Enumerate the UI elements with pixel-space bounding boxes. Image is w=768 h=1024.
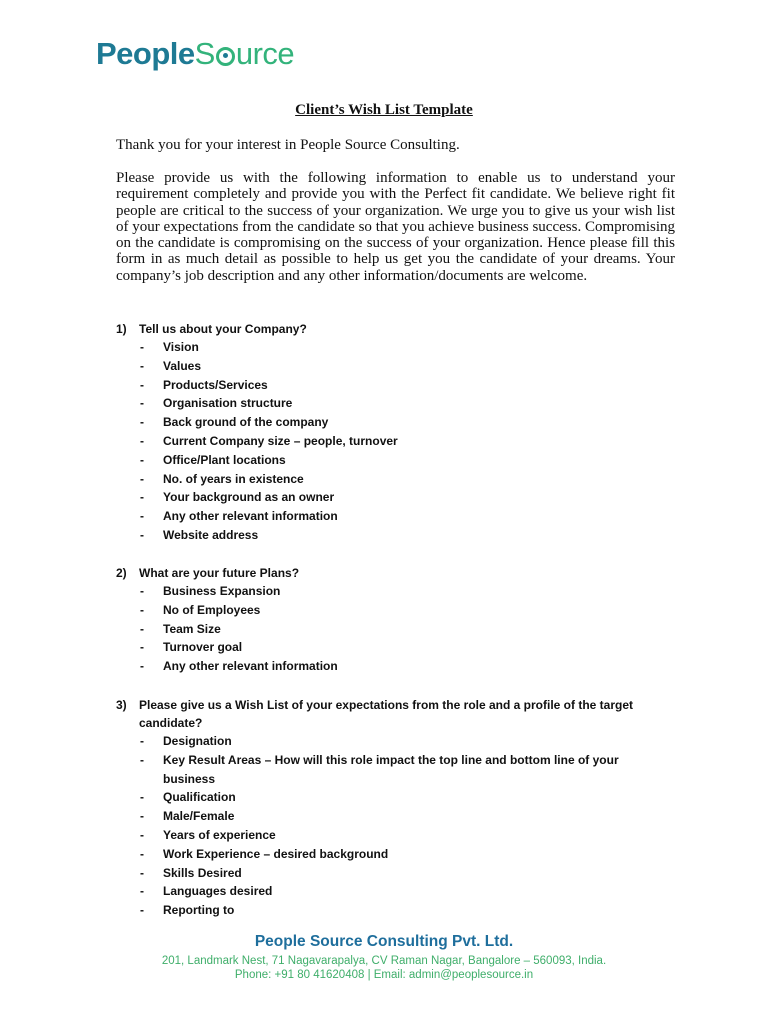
logo-text-people: People — [96, 36, 195, 71]
list-item — [116, 451, 656, 470]
dash-bullet: - — [140, 865, 144, 880]
list-item — [116, 788, 656, 807]
section-future-plans — [116, 564, 656, 676]
dash-bullet: - — [140, 790, 144, 805]
list-item-text: Male/Female — [163, 809, 235, 824]
dash-bullet: - — [140, 809, 144, 824]
list-item-text: Key Result Areas – How will this role impact the top line and bottom line of your business — [163, 752, 619, 786]
section-wish-list — [116, 696, 656, 920]
dash-bullet: - — [140, 358, 144, 373]
list-item-text: Products/Services — [163, 377, 268, 392]
list-item — [116, 413, 656, 432]
dash-bullet: - — [140, 452, 144, 467]
question-text: Please give us a Wish List of your expectations from the role and a profile of the target candidate? — [139, 698, 633, 730]
intro-paragraph: Thank you for your interest in People Source Consulting. — [116, 137, 460, 153]
list-item-text: Work Experience – desired background — [163, 846, 389, 861]
dash-bullet: - — [140, 509, 144, 524]
dash-bullet: - — [140, 602, 144, 617]
list-item-text: Any other relevant information — [163, 659, 338, 674]
dash-bullet: - — [140, 659, 144, 674]
list-item-text: Office/Plant locations — [163, 452, 286, 467]
list-item — [116, 732, 656, 751]
question-number: 3) — [116, 698, 127, 712]
dash-bullet: - — [140, 846, 144, 861]
list-item-text: Qualification — [163, 790, 236, 805]
list-item-text: Designation — [163, 734, 232, 748]
person-circle-icon — [216, 47, 235, 66]
dash-bullet: - — [140, 640, 144, 655]
body-paragraph: Please provide us with the following information to enable us to understand your requirement completely and provide you with the Perfect fit candidate. We believe right fit people are critical to the success of your organization. We urge you to give us your wish list of your expectations from the candidate so that you achieve business success. Compromising on the candidate is compromising on the success of your organization. Hence please fill this form in as much detail as possible to help us get you the candidate of your dreams. Your company’s job description and any other information/documents are welcome. — [116, 170, 675, 284]
list-item-text: Current Company size – people, turnover — [163, 433, 398, 448]
list-item-text: Website address — [163, 527, 259, 542]
list-item-text: Any other relevant information — [163, 509, 338, 524]
dash-bullet: - — [140, 527, 144, 542]
list-item — [116, 601, 656, 620]
list-item — [116, 657, 656, 676]
dash-bullet: - — [140, 734, 144, 748]
question-text: Tell us about your Company? — [139, 322, 307, 336]
section-question — [116, 696, 656, 732]
list-item-text: Team Size — [163, 621, 221, 636]
logo-text-urce: urce — [235, 36, 295, 71]
question-number: 1) — [116, 322, 127, 336]
dash-bullet: - — [140, 415, 144, 430]
list-item-text: No. of years in existence — [163, 471, 304, 486]
list-item — [116, 470, 656, 489]
list-item — [116, 376, 656, 395]
list-item — [116, 845, 656, 864]
bullet-list — [116, 582, 656, 676]
dash-bullet: - — [140, 340, 144, 354]
list-item — [116, 526, 656, 545]
list-item-text: Reporting to — [163, 903, 235, 918]
footer-contact: Phone: +91 80 41620408 | Email: admin@peoplesource.in — [234, 969, 534, 981]
dash-bullet: - — [140, 752, 144, 767]
dash-bullet: - — [140, 621, 144, 636]
list-item — [116, 507, 656, 526]
list-item — [116, 357, 656, 376]
dash-bullet: - — [140, 471, 144, 486]
company-logo — [96, 34, 294, 74]
list-item — [116, 807, 656, 826]
list-item-text: Languages desired — [163, 884, 273, 899]
question-number: 2) — [116, 566, 127, 580]
list-item-text: Back ground of the company — [163, 415, 329, 430]
list-item-text: No of Employees — [163, 602, 261, 617]
list-item-text: Business Expansion — [163, 584, 281, 598]
dash-bullet: - — [140, 377, 144, 392]
section-question — [116, 564, 656, 582]
list-item — [116, 826, 656, 845]
list-item — [116, 620, 656, 639]
section-company — [116, 320, 656, 545]
dash-bullet: - — [140, 490, 144, 505]
list-item — [116, 751, 656, 789]
list-item-text: Turnover goal — [163, 640, 243, 655]
dash-bullet: - — [140, 396, 144, 411]
dash-bullet: - — [140, 584, 144, 598]
bullet-list — [116, 732, 656, 920]
list-item — [116, 432, 656, 451]
footer-company-name: People Source Consulting Pvt. Ltd. — [254, 933, 514, 950]
list-item — [116, 582, 656, 601]
dash-bullet: - — [140, 827, 144, 842]
list-item — [116, 488, 656, 507]
list-item-text: Your background as an owner — [163, 490, 335, 505]
section-question — [116, 320, 656, 338]
list-item — [116, 638, 656, 657]
document-title: Client’s Wish List Template — [295, 102, 473, 118]
list-item-text: Values — [163, 358, 202, 373]
logo-text-s: S — [194, 36, 215, 71]
bullet-list — [116, 338, 656, 545]
footer-address: 201, Landmark Nest, 71 Nagavarapalya, CV Raman Nagar, Bangalore – 560093, India. — [161, 955, 607, 967]
question-text: What are your future Plans? — [139, 566, 300, 580]
list-item — [116, 394, 656, 413]
list-item-text: Organisation structure — [163, 396, 293, 411]
page-footer — [0, 930, 768, 982]
dash-bullet: - — [140, 903, 144, 918]
list-item-text: Vision — [163, 340, 199, 354]
list-item — [116, 882, 656, 901]
list-item-text: Skills Desired — [163, 865, 242, 880]
list-item — [116, 864, 656, 883]
dash-bullet: - — [140, 433, 144, 448]
list-item-text: Years of experience — [163, 827, 276, 842]
list-item — [116, 338, 656, 357]
dash-bullet: - — [140, 884, 144, 899]
list-item — [116, 901, 656, 920]
